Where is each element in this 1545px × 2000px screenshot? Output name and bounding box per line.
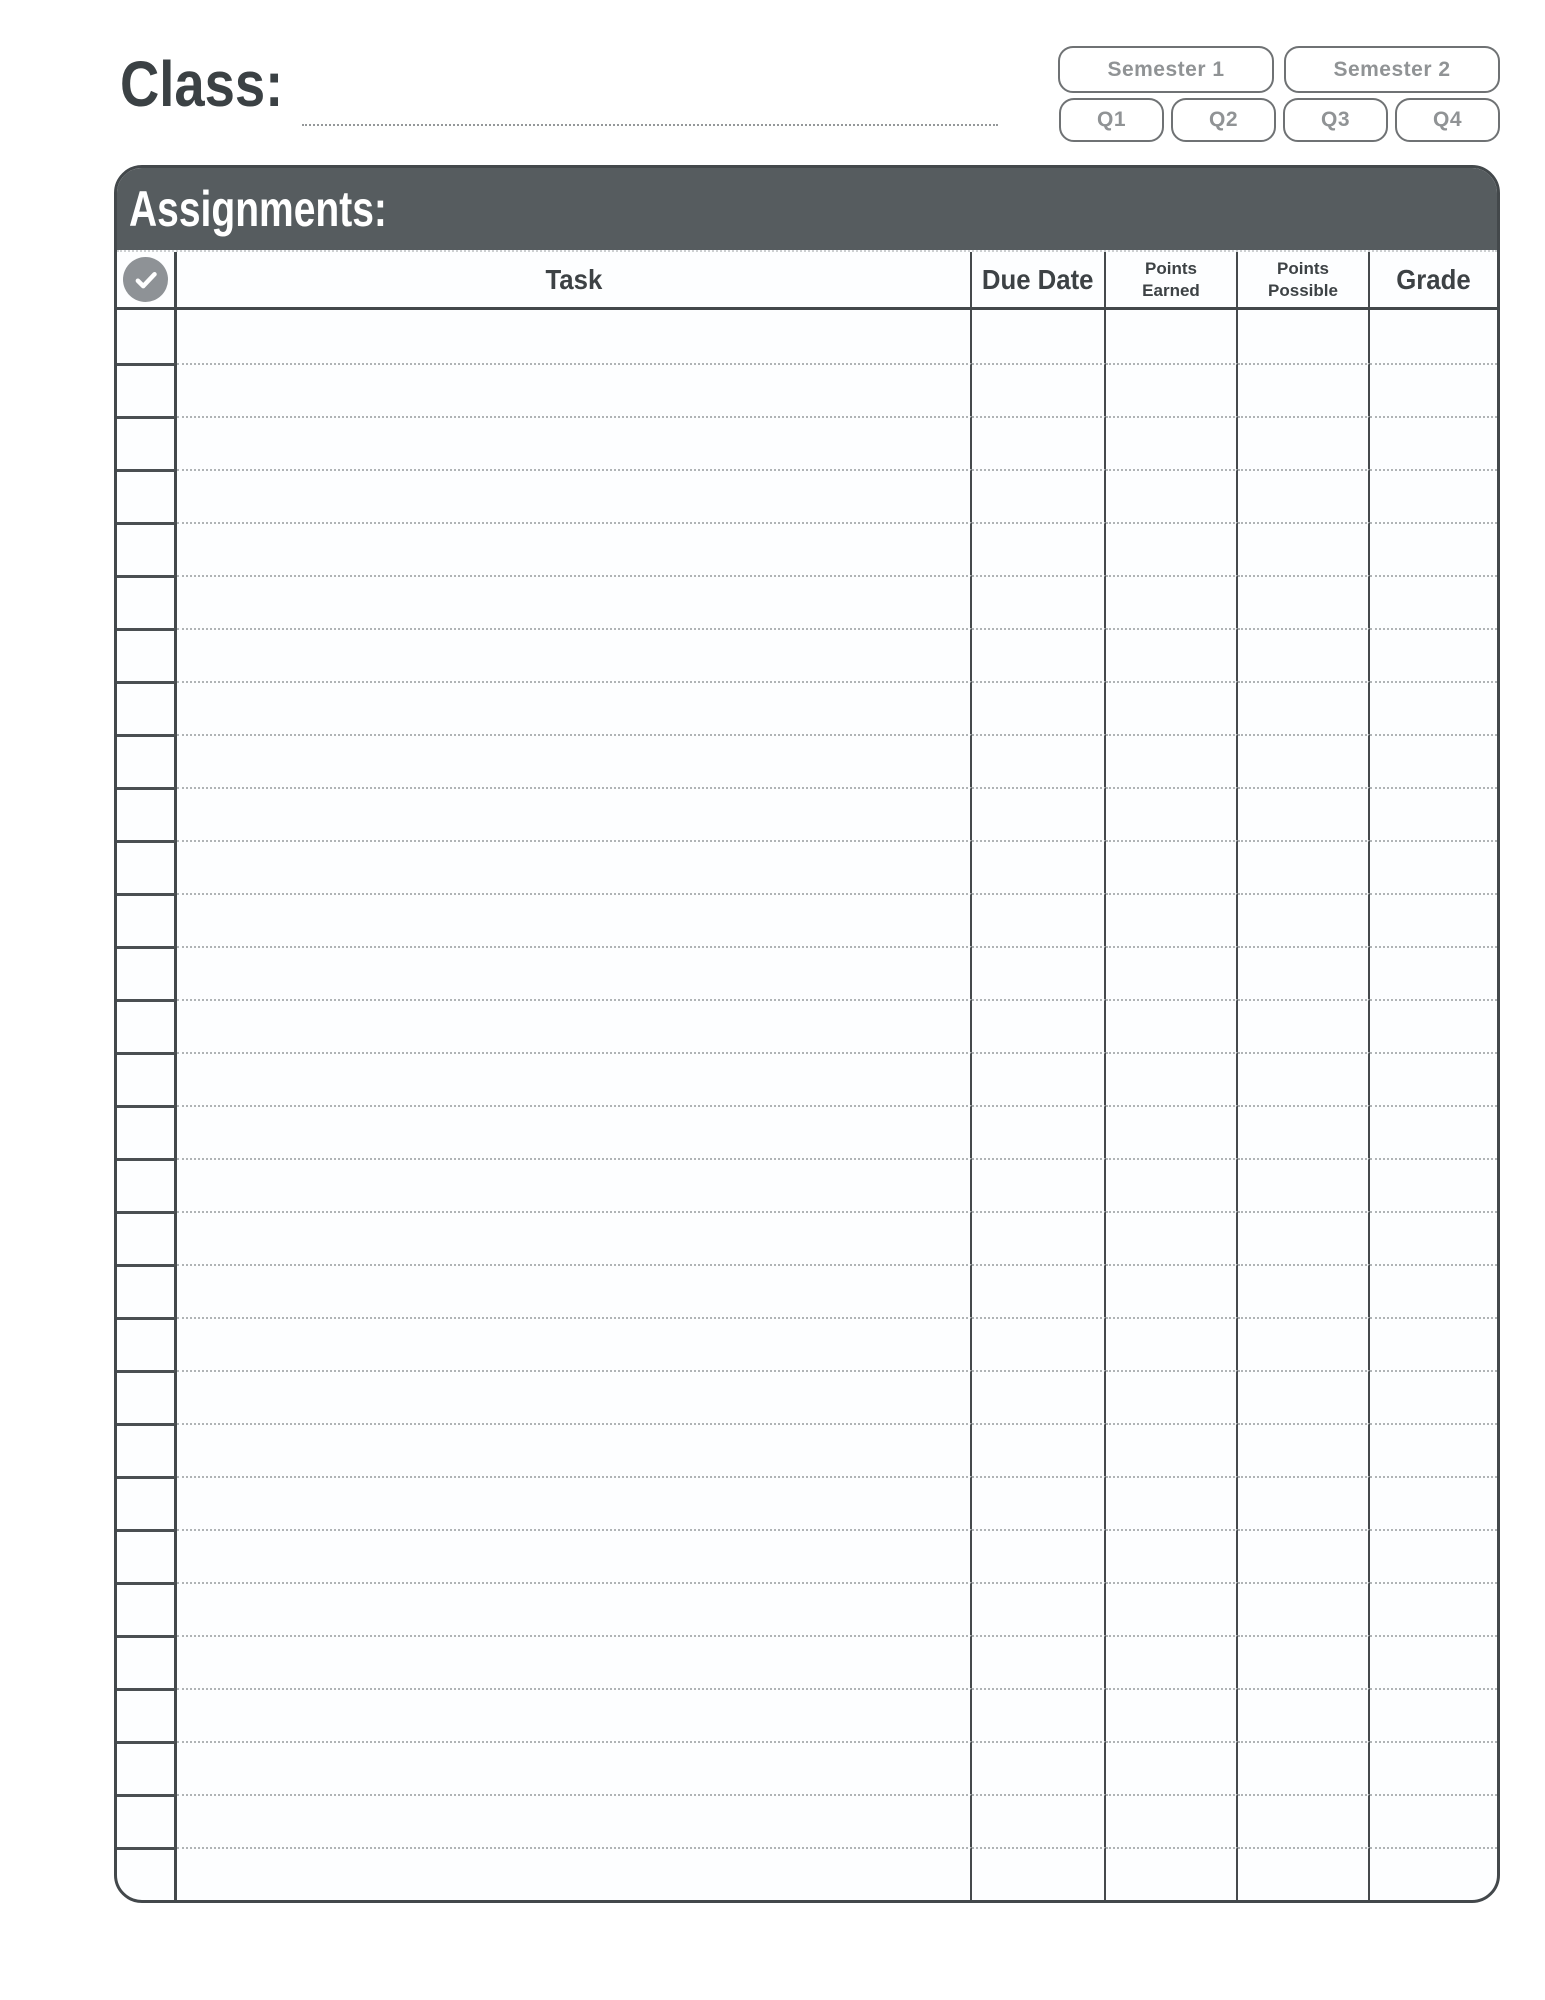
assignment-row <box>117 575 1497 628</box>
row-task-cell[interactable] <box>177 469 972 522</box>
semester-button-row <box>1058 46 1500 93</box>
assignment-row <box>117 1529 1497 1582</box>
row-points-possible-cell[interactable] <box>1238 1741 1370 1794</box>
row-grade-cell[interactable] <box>1370 1741 1497 1794</box>
row-points-earned-cell[interactable] <box>1106 1264 1238 1317</box>
row-due-date-cell[interactable] <box>972 999 1106 1052</box>
row-points-earned-cell[interactable] <box>1106 1635 1238 1688</box>
row-points-earned-cell[interactable] <box>1106 1847 1238 1900</box>
row-task-cell[interactable] <box>177 1529 972 1582</box>
row-points-possible-cell[interactable] <box>1238 1423 1370 1476</box>
row-grade-cell[interactable] <box>1370 575 1497 628</box>
row-task-cell[interactable] <box>177 1317 972 1370</box>
row-grade-cell[interactable] <box>1370 416 1497 469</box>
assignment-row <box>117 893 1497 946</box>
row-points-earned-cell[interactable] <box>1106 1158 1238 1211</box>
row-checkbox-cell[interactable] <box>117 1635 177 1688</box>
row-due-date-cell[interactable] <box>972 469 1106 522</box>
row-points-possible-cell[interactable] <box>1238 469 1370 522</box>
row-grade-cell[interactable] <box>1370 1211 1497 1264</box>
row-task-cell[interactable] <box>177 1423 972 1476</box>
row-due-date-cell[interactable] <box>972 1635 1106 1688</box>
row-task-cell[interactable] <box>177 1741 972 1794</box>
row-grade-cell[interactable] <box>1370 1794 1497 1847</box>
row-grade-cell[interactable] <box>1370 1317 1497 1370</box>
row-points-possible-cell[interactable] <box>1238 1264 1370 1317</box>
row-checkbox-cell[interactable] <box>117 575 177 628</box>
row-task-cell[interactable] <box>177 1052 972 1105</box>
row-grade-cell[interactable] <box>1370 1105 1497 1158</box>
row-checkbox-cell[interactable] <box>117 469 177 522</box>
row-points-earned-cell[interactable] <box>1106 363 1238 416</box>
assignment-row <box>117 999 1497 1052</box>
semester-1-button[interactable]: Semester 1 <box>1058 46 1274 93</box>
quarter-2-button[interactable]: Q2 <box>1171 98 1276 142</box>
row-points-possible-cell[interactable] <box>1238 1370 1370 1423</box>
row-checkbox-cell[interactable] <box>117 946 177 999</box>
row-checkbox-cell[interactable] <box>117 1052 177 1105</box>
points-earned-column-header: Points Earned <box>1106 252 1238 307</box>
row-due-date-cell[interactable] <box>972 681 1106 734</box>
row-checkbox-cell[interactable] <box>117 893 177 946</box>
row-due-date-cell[interactable] <box>972 416 1106 469</box>
row-points-possible-cell[interactable] <box>1238 363 1370 416</box>
row-task-cell[interactable] <box>177 1264 972 1317</box>
row-task-cell[interactable] <box>177 734 972 787</box>
row-points-possible-cell[interactable] <box>1238 734 1370 787</box>
row-checkbox-cell[interactable] <box>117 363 177 416</box>
row-due-date-cell[interactable] <box>972 1794 1106 1847</box>
row-task-cell[interactable] <box>177 893 972 946</box>
check-circle-icon <box>123 257 168 302</box>
row-grade-cell[interactable] <box>1370 999 1497 1052</box>
row-task-cell[interactable] <box>177 363 972 416</box>
row-due-date-cell[interactable] <box>972 1741 1106 1794</box>
row-points-earned-cell[interactable] <box>1106 1211 1238 1264</box>
assignment-row <box>117 1847 1497 1900</box>
row-checkbox-cell[interactable] <box>117 416 177 469</box>
row-points-earned-cell[interactable] <box>1106 1370 1238 1423</box>
row-checkbox-cell[interactable] <box>117 1423 177 1476</box>
row-points-possible-cell[interactable] <box>1238 522 1370 575</box>
points-possible-column-header: Points Possible <box>1238 252 1370 307</box>
row-grade-cell[interactable] <box>1370 628 1497 681</box>
row-task-cell[interactable] <box>177 628 972 681</box>
row-points-earned-cell[interactable] <box>1106 1688 1238 1741</box>
row-points-earned-cell[interactable] <box>1106 575 1238 628</box>
row-task-cell[interactable] <box>177 1635 972 1688</box>
row-points-earned-cell[interactable] <box>1106 734 1238 787</box>
row-points-possible-cell[interactable] <box>1238 1529 1370 1582</box>
row-task-cell[interactable] <box>177 999 972 1052</box>
row-due-date-cell[interactable] <box>972 1052 1106 1105</box>
row-task-cell[interactable] <box>177 575 972 628</box>
row-task-cell[interactable] <box>177 1105 972 1158</box>
assignment-row <box>117 1052 1497 1105</box>
quarter-4-button[interactable]: Q4 <box>1395 98 1500 142</box>
row-due-date-cell[interactable] <box>972 1529 1106 1582</box>
assignment-row <box>117 1741 1497 1794</box>
row-points-earned-cell[interactable] <box>1106 522 1238 575</box>
row-points-possible-cell[interactable] <box>1238 416 1370 469</box>
quarter-button-row <box>1059 98 1500 142</box>
row-task-cell[interactable] <box>177 1688 972 1741</box>
assignment-row <box>117 734 1497 787</box>
row-points-possible-cell[interactable] <box>1238 840 1370 893</box>
row-checkbox-cell[interactable] <box>117 1317 177 1370</box>
assignment-row <box>117 787 1497 840</box>
row-grade-cell[interactable] <box>1370 734 1497 787</box>
assignments-title: Assignments: <box>129 181 387 237</box>
table-header-row <box>117 250 1497 310</box>
row-points-possible-cell[interactable] <box>1238 1688 1370 1741</box>
row-grade-cell[interactable] <box>1370 1688 1497 1741</box>
row-points-possible-cell[interactable] <box>1238 681 1370 734</box>
assignments-header-bar <box>117 168 1497 250</box>
assignment-row <box>117 416 1497 469</box>
row-points-earned-cell[interactable] <box>1106 1476 1238 1529</box>
semester-2-button[interactable]: Semester 2 <box>1284 46 1500 93</box>
row-checkbox-cell[interactable] <box>117 1529 177 1582</box>
row-grade-cell[interactable] <box>1370 469 1497 522</box>
row-task-cell[interactable] <box>177 946 972 999</box>
row-task-cell[interactable] <box>177 787 972 840</box>
row-checkbox-cell[interactable] <box>117 1794 177 1847</box>
assignment-row <box>117 840 1497 893</box>
row-task-cell[interactable] <box>177 840 972 893</box>
row-grade-cell[interactable] <box>1370 1847 1497 1900</box>
row-checkbox-cell[interactable] <box>117 1158 177 1211</box>
row-due-date-cell[interactable] <box>972 1423 1106 1476</box>
class-name-input[interactable] <box>302 104 998 126</box>
row-checkbox-cell[interactable] <box>117 1847 177 1900</box>
row-points-earned-cell[interactable] <box>1106 893 1238 946</box>
row-points-earned-cell[interactable] <box>1106 1582 1238 1635</box>
due-date-column-header: Due Date <box>972 252 1106 307</box>
row-checkbox-cell[interactable] <box>117 522 177 575</box>
row-due-date-cell[interactable] <box>972 840 1106 893</box>
row-points-earned-cell[interactable] <box>1106 1317 1238 1370</box>
row-points-possible-cell[interactable] <box>1238 1582 1370 1635</box>
assignment-row <box>117 1370 1497 1423</box>
row-grade-cell[interactable] <box>1370 363 1497 416</box>
row-due-date-cell[interactable] <box>972 1582 1106 1635</box>
row-points-possible-cell[interactable] <box>1238 310 1370 363</box>
term-selector <box>1058 46 1500 142</box>
row-points-possible-cell[interactable] <box>1238 1211 1370 1264</box>
table-body <box>117 310 1497 1900</box>
assignment-row <box>117 1105 1497 1158</box>
row-points-possible-cell[interactable] <box>1238 628 1370 681</box>
row-due-date-cell[interactable] <box>972 946 1106 999</box>
class-label: Class: <box>120 48 284 120</box>
row-checkbox-cell[interactable] <box>117 1688 177 1741</box>
row-due-date-cell[interactable] <box>972 1211 1106 1264</box>
row-due-date-cell[interactable] <box>972 1370 1106 1423</box>
assignment-row <box>117 1476 1497 1529</box>
assignment-row <box>117 310 1497 363</box>
row-points-earned-cell[interactable] <box>1106 787 1238 840</box>
assignment-row <box>117 522 1497 575</box>
row-due-date-cell[interactable] <box>972 628 1106 681</box>
row-grade-cell[interactable] <box>1370 1370 1497 1423</box>
row-grade-cell[interactable] <box>1370 1052 1497 1105</box>
assignment-row <box>117 628 1497 681</box>
row-checkbox-cell[interactable] <box>117 1476 177 1529</box>
check-column-header <box>117 252 177 307</box>
row-points-earned-cell[interactable] <box>1106 1794 1238 1847</box>
row-points-earned-cell[interactable] <box>1106 1741 1238 1794</box>
row-checkbox-cell[interactable] <box>117 734 177 787</box>
assignment-row <box>117 1264 1497 1317</box>
row-points-earned-cell[interactable] <box>1106 1423 1238 1476</box>
assignment-row <box>117 1688 1497 1741</box>
row-due-date-cell[interactable] <box>972 575 1106 628</box>
row-points-possible-cell[interactable] <box>1238 1317 1370 1370</box>
row-due-date-cell[interactable] <box>972 363 1106 416</box>
row-task-cell[interactable] <box>177 1370 972 1423</box>
row-points-earned-cell[interactable] <box>1106 469 1238 522</box>
row-checkbox-cell[interactable] <box>117 681 177 734</box>
row-checkbox-cell[interactable] <box>117 1741 177 1794</box>
row-points-earned-cell[interactable] <box>1106 416 1238 469</box>
grade-column-header: Grade <box>1396 263 1471 295</box>
row-checkbox-cell[interactable] <box>117 628 177 681</box>
row-task-cell[interactable] <box>177 1158 972 1211</box>
row-task-cell[interactable] <box>177 1582 972 1635</box>
row-grade-cell[interactable] <box>1370 946 1497 999</box>
row-task-cell[interactable] <box>177 522 972 575</box>
row-points-earned-cell[interactable] <box>1106 1529 1238 1582</box>
row-task-cell[interactable] <box>177 1476 972 1529</box>
row-grade-cell[interactable] <box>1370 1158 1497 1211</box>
assignment-row <box>117 1211 1497 1264</box>
row-points-possible-cell[interactable] <box>1238 787 1370 840</box>
assignment-row <box>117 363 1497 416</box>
row-points-earned-cell[interactable] <box>1106 1105 1238 1158</box>
row-due-date-cell[interactable] <box>972 1476 1106 1529</box>
row-grade-cell[interactable] <box>1370 1582 1497 1635</box>
task-column-header: Task <box>177 252 972 307</box>
row-task-cell[interactable] <box>177 416 972 469</box>
assignment-row <box>117 1423 1497 1476</box>
row-grade-cell[interactable] <box>1370 1529 1497 1582</box>
assignment-row <box>117 1317 1497 1370</box>
quarter-3-button[interactable]: Q3 <box>1283 98 1388 142</box>
row-points-possible-cell[interactable] <box>1238 1794 1370 1847</box>
assignments-card <box>114 165 1500 1903</box>
row-grade-cell[interactable] <box>1370 522 1497 575</box>
row-grade-cell[interactable] <box>1370 893 1497 946</box>
row-points-possible-cell[interactable] <box>1238 999 1370 1052</box>
assignment-row <box>117 469 1497 522</box>
quarter-1-button[interactable]: Q1 <box>1059 98 1164 142</box>
row-due-date-cell[interactable] <box>972 893 1106 946</box>
assignment-row <box>117 1158 1497 1211</box>
row-points-possible-cell[interactable] <box>1238 1158 1370 1211</box>
row-grade-cell[interactable] <box>1370 1476 1497 1529</box>
row-task-cell[interactable] <box>177 681 972 734</box>
row-points-possible-cell[interactable] <box>1238 893 1370 946</box>
row-checkbox-cell[interactable] <box>117 1370 177 1423</box>
row-grade-cell[interactable] <box>1370 310 1497 363</box>
assignment-row <box>117 946 1497 999</box>
row-checkbox-cell[interactable] <box>117 310 177 363</box>
row-checkbox-cell[interactable] <box>117 787 177 840</box>
row-points-earned-cell[interactable] <box>1106 999 1238 1052</box>
assignment-row <box>117 681 1497 734</box>
row-checkbox-cell[interactable] <box>117 840 177 893</box>
row-points-earned-cell[interactable] <box>1106 628 1238 681</box>
row-points-earned-cell[interactable] <box>1106 310 1238 363</box>
row-due-date-cell[interactable] <box>972 1105 1106 1158</box>
row-grade-cell[interactable] <box>1370 1635 1497 1688</box>
row-points-possible-cell[interactable] <box>1238 575 1370 628</box>
row-points-possible-cell[interactable] <box>1238 1052 1370 1105</box>
row-due-date-cell[interactable] <box>972 1317 1106 1370</box>
row-points-earned-cell[interactable] <box>1106 1052 1238 1105</box>
row-points-earned-cell[interactable] <box>1106 681 1238 734</box>
row-grade-cell[interactable] <box>1370 1264 1497 1317</box>
row-checkbox-cell[interactable] <box>117 1264 177 1317</box>
row-task-cell[interactable] <box>177 310 972 363</box>
assignment-row <box>117 1582 1497 1635</box>
row-checkbox-cell[interactable] <box>117 1211 177 1264</box>
row-checkbox-cell[interactable] <box>117 999 177 1052</box>
row-points-possible-cell[interactable] <box>1238 1847 1370 1900</box>
row-due-date-cell[interactable] <box>972 734 1106 787</box>
row-points-earned-cell[interactable] <box>1106 946 1238 999</box>
row-grade-cell[interactable] <box>1370 787 1497 840</box>
row-grade-cell[interactable] <box>1370 681 1497 734</box>
row-grade-cell[interactable] <box>1370 1423 1497 1476</box>
row-points-possible-cell[interactable] <box>1238 1476 1370 1529</box>
row-task-cell[interactable] <box>177 1847 972 1900</box>
row-checkbox-cell[interactable] <box>117 1582 177 1635</box>
row-due-date-cell[interactable] <box>972 787 1106 840</box>
row-checkbox-cell[interactable] <box>117 1105 177 1158</box>
row-due-date-cell[interactable] <box>972 1158 1106 1211</box>
row-task-cell[interactable] <box>177 1211 972 1264</box>
row-grade-cell[interactable] <box>1370 840 1497 893</box>
row-due-date-cell[interactable] <box>972 1264 1106 1317</box>
row-due-date-cell[interactable] <box>972 310 1106 363</box>
row-points-possible-cell[interactable] <box>1238 1635 1370 1688</box>
row-task-cell[interactable] <box>177 1794 972 1847</box>
row-due-date-cell[interactable] <box>972 1847 1106 1900</box>
row-points-possible-cell[interactable] <box>1238 946 1370 999</box>
row-due-date-cell[interactable] <box>972 522 1106 575</box>
row-due-date-cell[interactable] <box>972 1688 1106 1741</box>
assignment-row <box>117 1794 1497 1847</box>
row-points-possible-cell[interactable] <box>1238 1105 1370 1158</box>
assignment-row <box>117 1635 1497 1688</box>
row-points-earned-cell[interactable] <box>1106 840 1238 893</box>
